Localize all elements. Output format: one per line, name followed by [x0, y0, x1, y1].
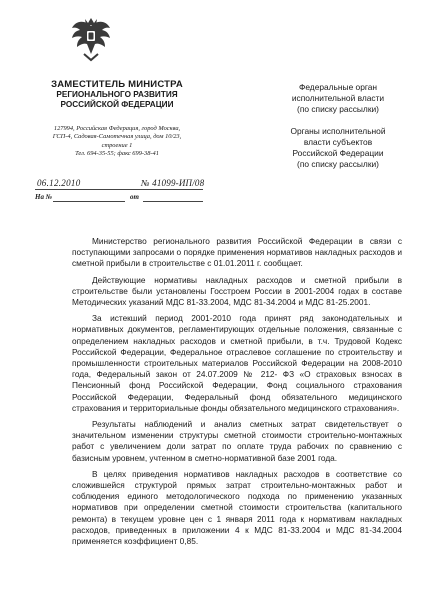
- reference-from-label: от: [130, 193, 139, 201]
- reference-number-line: [53, 201, 125, 202]
- recipient-line: Федеральные орган: [298, 82, 378, 92]
- recipient-line: власти субъектов: [303, 137, 373, 147]
- body-paragraph: Результаты наблюдений и анализ сметных затрат свидетельствует о значительном изменении структуры сметной стоимости строительно-монтажных работ с увеличением доли затрат по оплате труда рабочих по сравнению с базисным уровнем, учтенном в сметно-нормативной базе 2001 года.: [72, 419, 402, 463]
- recipients-federal: [268, 82, 408, 115]
- recipient-line: Органы исполнительной: [290, 126, 386, 136]
- recipient-line: Российской Федерации: [292, 148, 384, 158]
- recipients-regional: [268, 126, 408, 170]
- address-line1: 127994, Российская Федерация, город Москва,: [53, 125, 181, 132]
- reference-row: [35, 193, 205, 205]
- recipients-block: [268, 82, 408, 181]
- recipient-line: исполнительной власти: [291, 93, 385, 103]
- registration-number: [141, 178, 204, 188]
- registration-row: [35, 178, 205, 190]
- recipient-line: (по списку рассылки): [297, 159, 379, 169]
- ministry-address: [22, 125, 212, 159]
- body-paragraph: За истекший период 2001-2010 года принят ряд законодательных и нормативных документов, регламентирующих отдельные положения, связанные с определением накладных расходов и сметной прибыли, в т.ч. Трудовой Кодекс Российской Федерации, Федеральное отраслевое соглашение по строительству и промышленности строительных материалов Российской Федерации на 2008-2010 года, Федеральный закон от 24.07.2009 № 212- ФЗ «О страховых взносах в Пенсионный фонд Российской Федерации, Фонд социального страхования Российской Федерации, Федеральный фонд обязательного медицинского страхования и территориальные фонды обязательного медицинского страхования».: [72, 313, 402, 413]
- body-paragraph: Действующие нормативы накладных расходов и сметной прибыли в строительстве были установлены Госстроем России в 2001-2004 годах в составе Методических указаний МДС 81-33.2004, МДС 81-34.2004 и МДС 81-25.2001.: [72, 274, 402, 308]
- registration-underline: [35, 189, 203, 190]
- ministry-title-line3: РОССИЙСКОЙ ФЕДЕРАЦИИ: [60, 100, 174, 109]
- coat-of-arms-eagle-icon: [70, 16, 112, 62]
- reference-date-line: [143, 201, 203, 202]
- ministry-title: [22, 80, 212, 110]
- address-line2: ГСП-4, Садовая-Самотечная улица, дом 10/23,: [52, 133, 182, 141]
- reference-label: На №: [35, 193, 53, 201]
- number-value: 41099-ИП/08: [152, 178, 205, 188]
- address-line3: строение 1: [101, 141, 133, 149]
- body-paragraph: В целях приведения нормативов накладных расходов в соответствие со сложившейся структурой прямых затрат строительно-монтажных работ и соблюдения единого методологического подхода по применению указанных нормативов при определении сметной стоимости строительства (капитального ремонта) в текущем уровне цен с 1 января 2011 года к нормативам накладных расходов, приведенных в приложении 4 к МДС 81-33.2004 и МДС 81-34.2004 применяется коэффициент 0,85.: [72, 468, 402, 547]
- ministry-title-line2: РЕГИОНАЛЬНОГО РАЗВИТИЯ: [56, 90, 178, 99]
- number-prefix: №: [141, 178, 150, 188]
- registration-date: 06.12.2010: [37, 178, 81, 188]
- recipient-line: (по списку рассылки): [297, 104, 379, 114]
- body-paragraph: Министерство регионального развития Российской Федерации в связи с поступающими запросами о порядке применения нормативов накладных расходов и сметной прибыли в строительстве с 01.01.2011 г. сообщает.: [72, 236, 402, 269]
- letter-body: [72, 236, 402, 552]
- ministry-title-line1: ЗАМЕСТИТЕЛЬ МИНИСТРА: [51, 79, 183, 90]
- address-line4: Тел. 694-35-55; факс 699-38-41: [75, 150, 159, 158]
